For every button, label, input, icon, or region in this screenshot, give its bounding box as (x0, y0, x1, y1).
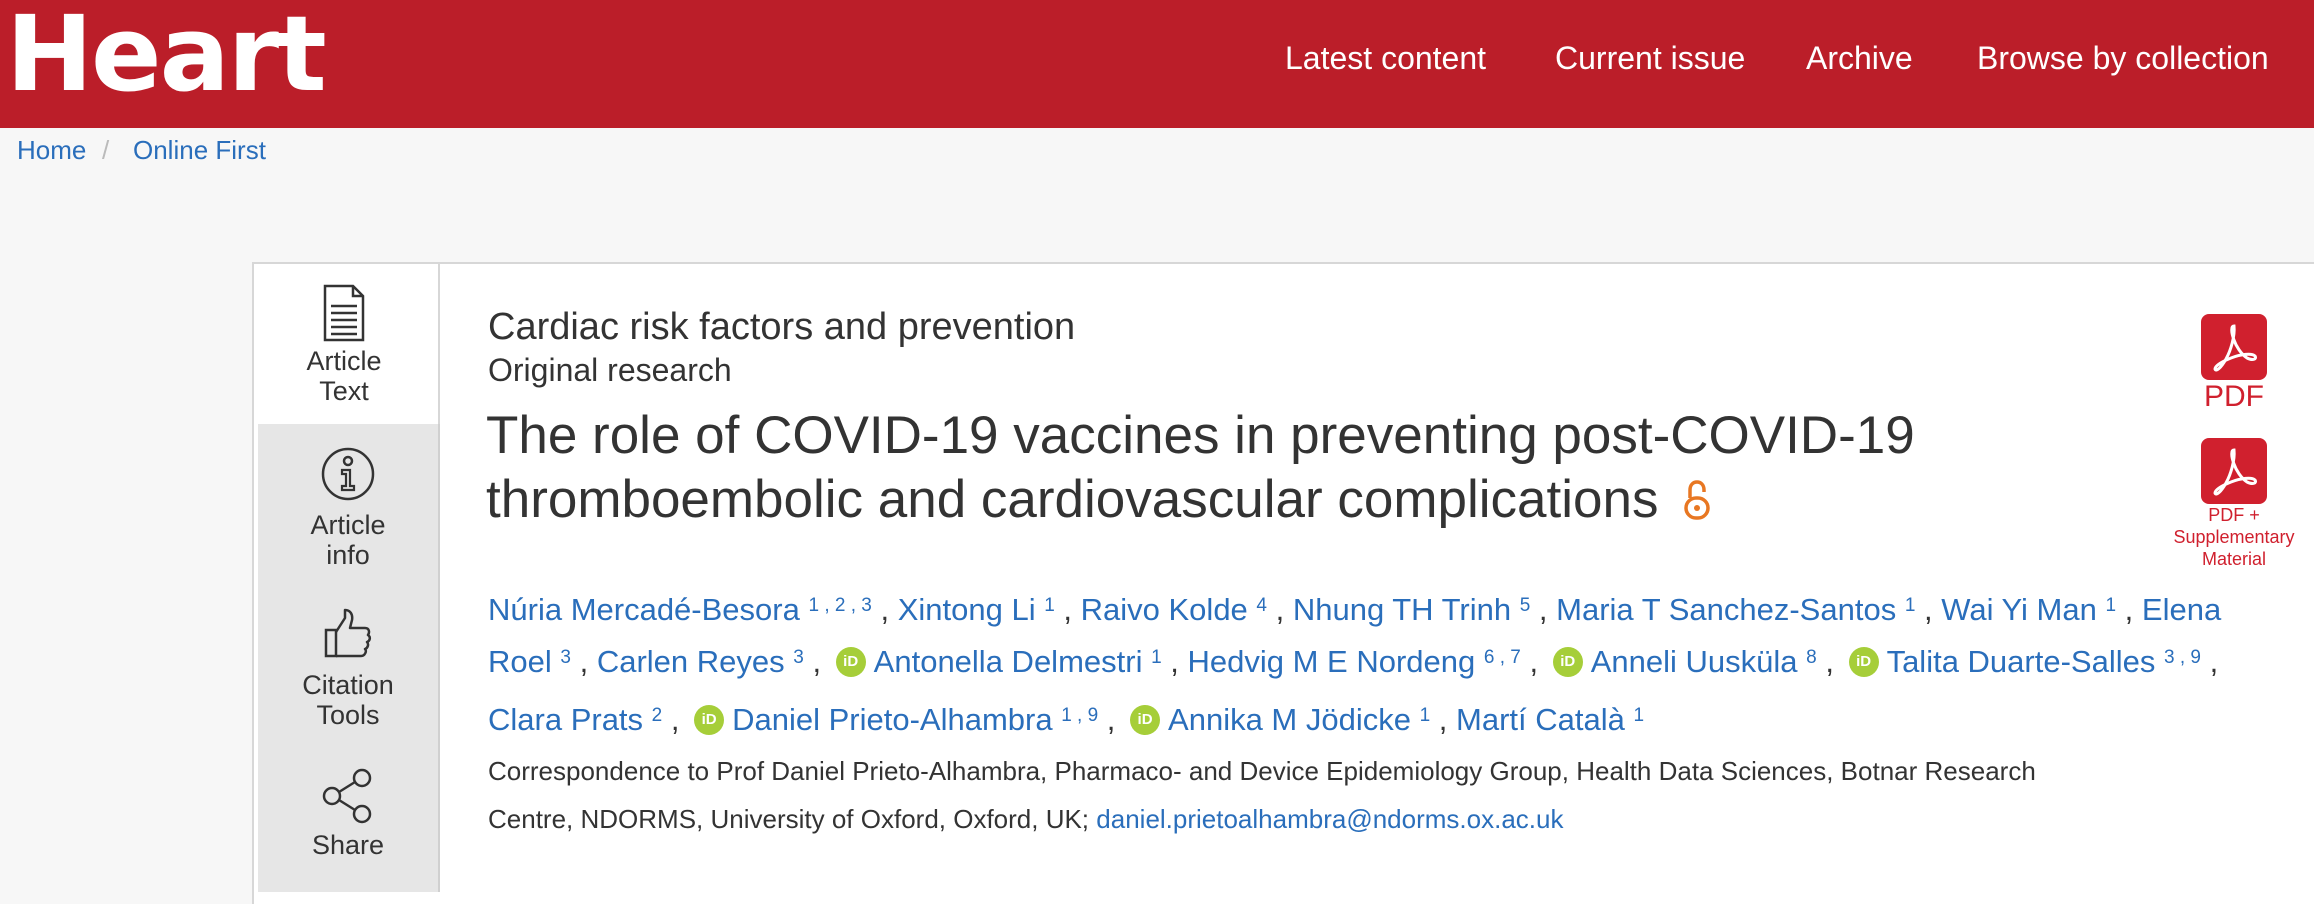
affiliation-ref[interactable]: 5 (1519, 595, 1531, 616)
nav-current-issue[interactable]: Current issue (1555, 40, 1746, 76)
nav-archive[interactable]: Archive (1806, 40, 1913, 76)
author-link[interactable]: Xintong Li (897, 592, 1036, 627)
pdf-icon (2201, 438, 2267, 504)
orcid-icon[interactable]: iD (836, 647, 866, 677)
author-list-line-3: Clara Prats $^2$ , iD Daniel Prieto-Alhambra $^{1 , 9}$ , iD Annika M Jödicke $^1$ , Martí Català $^1$ (488, 702, 1645, 737)
tab-share[interactable] (258, 768, 438, 860)
info-icon (320, 446, 376, 502)
author-link[interactable]: Anneli Uusküla (1590, 644, 1798, 679)
author-link[interactable]: Raivo Kolde (1080, 592, 1248, 627)
affiliation-ref[interactable]: 1 (1044, 595, 1055, 616)
author-link[interactable]: Nhung TH Trinh (1292, 592, 1512, 627)
affiliation-ref[interactable]: 1 (1904, 595, 1916, 616)
tab-citation-tools-label: Citation Tools (302, 670, 394, 730)
pdf-label: PDF (2204, 380, 2264, 413)
nav-browse-by-collection[interactable]: Browse by collection (1977, 40, 2269, 76)
site-header (0, 0, 2314, 128)
orcid-icon[interactable]: iD (1130, 705, 1160, 735)
correspondence-line-2 (488, 802, 1563, 836)
affiliation-ref[interactable]: 1 (1633, 705, 1645, 726)
author-link[interactable]: Antonella Delmestri (873, 644, 1143, 679)
tab-article-info[interactable] (258, 446, 438, 570)
author-link[interactable]: Clara Prats (488, 702, 644, 737)
tab-article-info-label: Article info (310, 510, 386, 570)
orcid-icon[interactable]: iD (1553, 647, 1583, 677)
author-link[interactable]: Wai Yi Man (1941, 592, 2097, 627)
pdf-icon (2201, 314, 2267, 380)
tab-article-text[interactable] (254, 284, 434, 406)
author-list-line-2: Roel $^3$ , Carlen Reyes $^3$ , iD Antonella Delmestri $^1$ , Hedvig M E Nordeng $^{6 , 7}$ , iD Anneli Uusküla $^8$ , iD Talita Duarte-Salles $^{3 , 9}$ , (488, 644, 2219, 679)
affiliation-ref[interactable]: 1 , 2 , 3 (808, 595, 872, 616)
orcid-icon[interactable]: iD (694, 705, 724, 735)
article-type: Original research (488, 352, 732, 388)
correspondence-address: Centre, NDORMS, University of Oxford, Oxford, UK; (488, 804, 1090, 834)
affiliation-ref[interactable]: 4 (1256, 595, 1267, 616)
correspondence-email-link[interactable]: daniel.prietoalhambra@ndorms.ox.ac.uk (1096, 804, 1564, 834)
author-link[interactable]: Annika M Jödicke (1168, 702, 1411, 737)
nav-latest-content[interactable]: Latest content (1285, 40, 1487, 76)
breadcrumb-separator: / (102, 135, 110, 165)
author-link[interactable]: Martí Català (1456, 702, 1625, 737)
article-title-text: The role of COVID-19 vaccines in preventing post-COVID-19 thromboembolic and cardiovascular complications (486, 406, 1915, 529)
open-lock-icon (1684, 480, 1710, 520)
author-link[interactable]: Talita Duarte-Salles (1886, 644, 2156, 679)
author-link[interactable]: Núria Mercadé-Besora (488, 592, 800, 627)
tab-article-text-label: Article Text (306, 346, 382, 406)
tab-share-label: Share (311, 830, 385, 860)
journal-logo[interactable]: Heart (6, 0, 325, 115)
pdf-supplementary-label: PDF + Supplementary Material (2173, 505, 2295, 569)
author-link[interactable]: Elena (2141, 592, 2222, 627)
pdf-supplementary-download-button[interactable] (2160, 438, 2308, 570)
affiliation-ref[interactable]: 2 (651, 705, 663, 726)
author-list-line-1: Núria Mercadé-Besora $^{1 , 2 , 3}$ , Xintong Li $^1$ , Raivo Kolde $^4$ , Nhung TH Trinh $^5$ , Maria T Sanchez-Santos $^1$ , Wai Yi Man $^1$ , Elena (488, 592, 2222, 627)
correspondence-line-1: Correspondence to Prof Daniel Prieto-Alhambra, Pharmaco- and Device Epidemiology Group, Health Data Sciences, Botnar Research (488, 756, 2036, 786)
author-link[interactable]: Roel (488, 644, 552, 679)
affiliation-ref[interactable]: 3 (793, 647, 804, 668)
affiliation-ref[interactable]: 6 , 7 (1483, 647, 1521, 668)
affiliation-ref[interactable]: 8 (1806, 647, 1817, 668)
tab-citation-tools[interactable] (258, 608, 438, 730)
affiliation-ref[interactable]: 1 (1419, 705, 1431, 726)
article-subject[interactable]: Cardiac risk factors and prevention (488, 306, 1076, 348)
affiliation-ref[interactable]: 1 , 9 (1061, 705, 1099, 726)
share-icon (320, 768, 376, 824)
author-link[interactable]: Carlen Reyes (596, 644, 785, 679)
orcid-icon[interactable]: iD (1849, 647, 1879, 677)
document-icon (321, 284, 367, 342)
pdf-download-button[interactable] (2192, 314, 2276, 414)
author-link[interactable]: Daniel Prieto-Alhambra (732, 702, 1053, 737)
affiliation-ref[interactable]: 3 , 9 (2163, 647, 2201, 668)
affiliation-ref[interactable]: 3 (560, 647, 571, 668)
article-title (486, 404, 1986, 532)
affiliation-ref[interactable]: 1 (1151, 647, 1162, 668)
affiliation-ref[interactable]: 1 (2105, 595, 2117, 616)
author-link[interactable]: Maria T Sanchez-Santos (1556, 592, 1897, 627)
thumbs-up-icon (323, 608, 373, 660)
breadcrumb-home[interactable]: Home (17, 135, 87, 165)
author-link[interactable]: Hedvig M E Nordeng (1187, 644, 1476, 679)
breadcrumb-online-first[interactable]: Online First (133, 135, 266, 165)
